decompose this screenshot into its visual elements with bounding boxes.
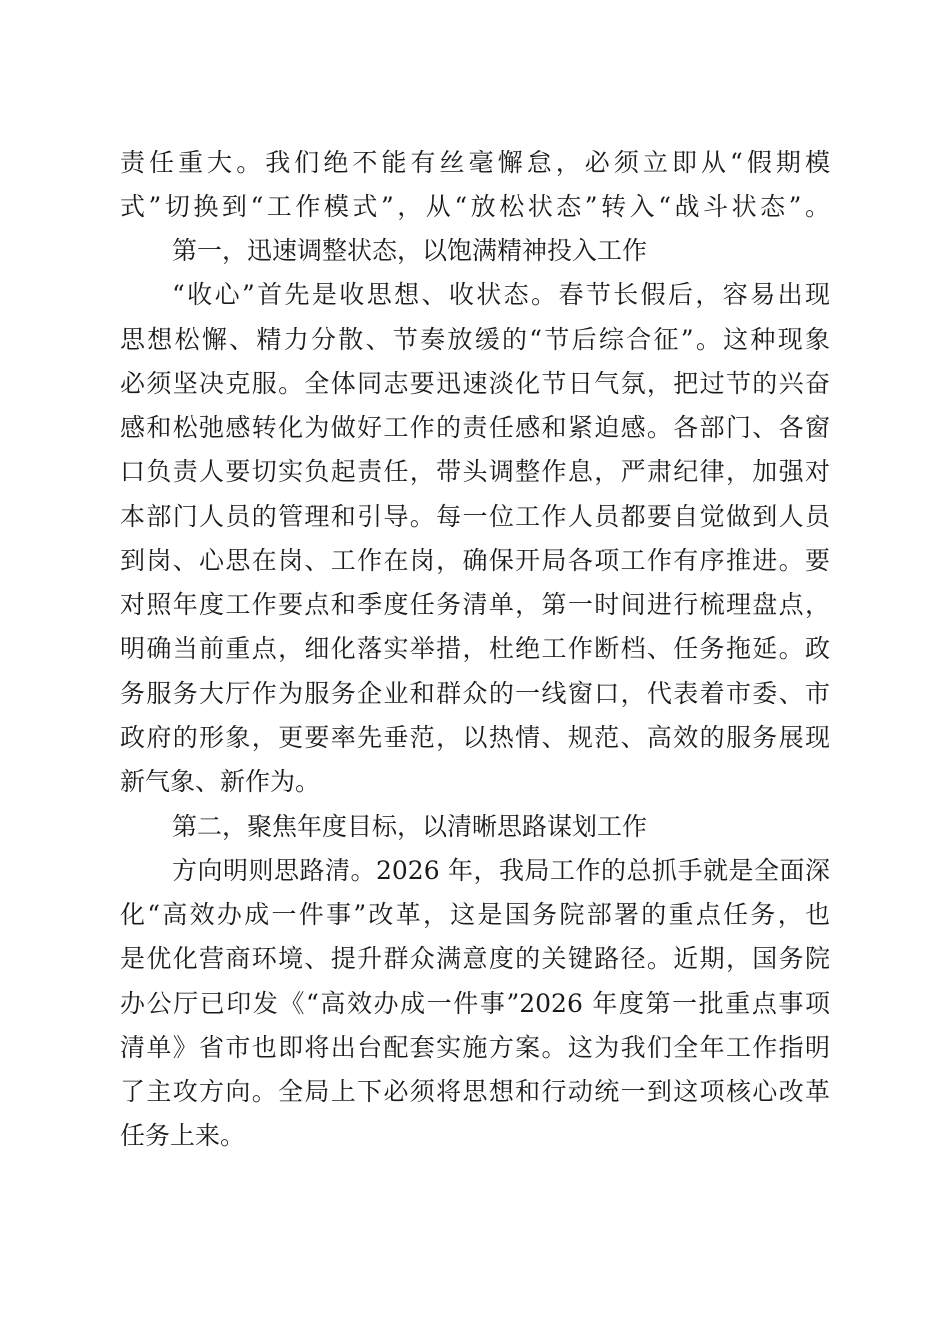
- section-heading-1: 第一，迅速调整状态，以饱满精神投入工作: [172, 236, 648, 265]
- body-text-line: 务服务大厅作为服务企业和群众的一线窗口，代表着市委、市: [120, 679, 830, 708]
- body-text-line: 办公厅已印发《“高效办成一件事”2026 年度第一批重点事项: [120, 989, 830, 1018]
- paragraph-last-line: 新气象、新作为。: [120, 767, 321, 796]
- body-text-line: 思想松懈、精力分散、节奏放缓的“节后综合征”。这种现象: [120, 325, 830, 354]
- body-text-line: 化“高效办成一件事”改革，这是国务院部署的重点任务，也: [120, 900, 830, 929]
- body-text-line: 了主攻方向。全局上下必须将思想和行动统一到这项核心改革: [120, 1077, 830, 1106]
- paragraph-last-line: 任务上来。: [120, 1121, 246, 1150]
- body-text-line: 政府的形象，更要率先垂范，以热情、规范、高效的服务展现: [120, 723, 830, 752]
- body-text-line: 口负责人要切实负起责任，带头调整作息，严肃纪律，加强对: [120, 457, 830, 486]
- body-text-line: 责任重大。我们绝不能有丝毫懈怠，必须立即从“假期模: [120, 148, 830, 177]
- body-text-line: 明确当前重点，细化落实举措，杜绝工作断档、任务拖延。政: [120, 634, 830, 663]
- body-text-line: 是优化营商环境、提升群众满意度的关键路径。近期，国务院: [120, 944, 830, 973]
- body-text-line: 到岗、心思在岗、工作在岗，确保开局各项工作有序推进。要: [120, 546, 830, 575]
- paragraph-first-line: 方向明则思路清。2026 年，我局工作的总抓手就是全面深: [172, 856, 830, 885]
- section-heading-2: 第二，聚焦年度目标，以清晰思路谋划工作: [172, 812, 648, 841]
- paragraph-first-line: “收心”首先是收思想、收状态。春节长假后，容易出现: [172, 280, 830, 309]
- body-text-line: 必须坚决克服。全体同志要迅速淡化节日气氛，把过节的兴奋: [120, 369, 830, 398]
- body-text-line: 式”切换到“工作模式”，从“放松状态”转入“战斗状态”。: [120, 192, 830, 221]
- body-text-line: 对照年度工作要点和季度任务清单，第一时间进行梳理盘点，: [120, 590, 830, 619]
- body-text-line: 清单》省市也即将出台配套实施方案。这为我们全年工作指明: [120, 1033, 830, 1062]
- body-text-line: 本部门人员的管理和引导。每一位工作人员都要自觉做到人员: [120, 502, 830, 531]
- body-text-line: 感和松弛感转化为做好工作的责任感和紧迫感。各部门、各窗: [120, 413, 830, 442]
